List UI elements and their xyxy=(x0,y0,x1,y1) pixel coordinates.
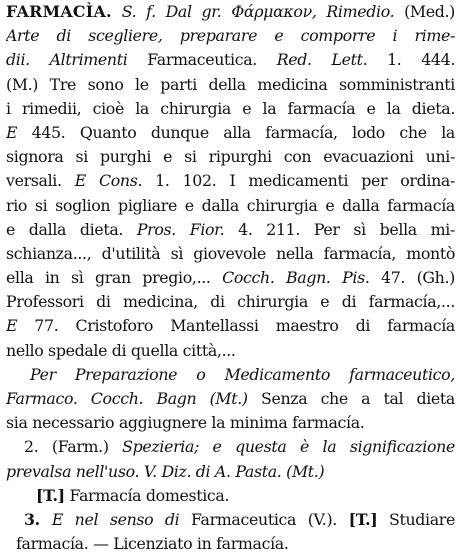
text-segment: e dalla dieta. xyxy=(6,219,137,239)
entry-line-13 xyxy=(6,290,455,314)
text-segment: E xyxy=(6,316,18,336)
text-segment: sia necessario aggiugnere la minima farmacía. xyxy=(6,413,365,433)
entry-line-08 xyxy=(6,169,455,193)
text-segment: (M.) Tre sono le parti della medicina somministranti xyxy=(6,74,455,94)
entry-line-12 xyxy=(6,266,455,290)
entry-line-14 xyxy=(6,314,455,338)
entry-line-09 xyxy=(6,194,455,218)
text-segment: E nel senso di xyxy=(51,509,180,529)
text-segment: Farmacía domestica. xyxy=(64,485,230,505)
text-segment: rio si soglion pigliare e dalla chirurgia e dalla farmacía xyxy=(6,195,455,215)
entry-line-10 xyxy=(6,218,455,242)
entry-line-03 xyxy=(6,48,455,72)
text-segment: 1. 102. I medicamenti per ordina- xyxy=(142,171,455,191)
text-segment: ella in sì gran pregio,... xyxy=(6,268,223,288)
entry-line-23 xyxy=(6,532,455,556)
text-segment: 4. 211. Per sì bella mi- xyxy=(224,219,455,239)
text-segment: Farmaceutica (V.). xyxy=(179,509,349,529)
text-segment: Studiare xyxy=(377,509,455,529)
text-segment: Φάρμακον, Rimedio. xyxy=(231,2,395,21)
entry-line-01 xyxy=(6,0,455,24)
text-segment: Red. Lett. xyxy=(276,50,368,70)
text-segment: (Med.) xyxy=(394,2,455,21)
text-segment: Cocch. Bagn. Pis. xyxy=(222,268,370,288)
entry-line-20 xyxy=(6,460,455,484)
text-segment: Farmaceutica. xyxy=(127,50,277,70)
entry-line-11 xyxy=(6,242,455,266)
text-segment: schianza..., d'utilità sì giovevole nella farmacía, montò xyxy=(6,243,455,263)
entry-line-05 xyxy=(6,97,455,121)
text-segment: S. f. Dal gr. xyxy=(111,2,232,21)
text-segment: Pros. Fior. xyxy=(136,219,225,239)
text-segment: prevalsa nell'uso. V. Diz. di A. Pasta. (Mt.) xyxy=(6,461,325,481)
text-segment: 3. xyxy=(24,509,52,529)
text-segment: Arte di scegliere, preparare e comporre i rime- xyxy=(6,26,455,46)
text-segment: versali. xyxy=(6,171,75,191)
text-segment: Spezieria; e questa è la significazione xyxy=(122,437,455,457)
text-segment: Senza che a tal dieta xyxy=(247,389,455,408)
text-segment: 1. 444. xyxy=(367,50,455,70)
entry-line-22 xyxy=(6,508,455,532)
text-segment: signora si purghi e si ripurghi con evacuazioni uni- xyxy=(6,147,455,167)
text-segment: E xyxy=(6,122,18,142)
entry-line-17 xyxy=(6,387,455,411)
entry-line-02 xyxy=(6,24,455,48)
entry-line-18 xyxy=(6,411,455,435)
text-segment: 445. Quanto dunque alla farmacía, lodo che la xyxy=(17,122,455,142)
text-segment: Farmaco. Cocch. Bagn xyxy=(6,389,197,408)
text-segment: (Mt.) xyxy=(196,389,248,408)
text-segment: 47. (Gh.) xyxy=(369,268,455,288)
text-segment: 2. (Farm.) xyxy=(24,437,123,457)
text-segment: Per Preparazione o Medicamento farmaceutico, xyxy=(30,364,455,384)
text-segment: Professori di medicina, di chirurgia e di farmacía,... xyxy=(6,292,455,312)
text-segment: [T.] xyxy=(36,485,65,505)
entry-line-16 xyxy=(6,363,455,387)
entry-line-21 xyxy=(6,484,455,508)
text-segment: farmacía. — Licenziato in farmacía. xyxy=(16,534,289,554)
text-segment: dii. Altrimenti xyxy=(6,50,128,70)
text-segment: i rimedii, cioè la chirurgia e la farmacía e la dieta. xyxy=(6,98,455,118)
entry-line-07 xyxy=(6,145,455,169)
text-segment: [T.] xyxy=(348,509,378,529)
text-segment: FARMACÌA. xyxy=(6,2,112,21)
entry-line-19 xyxy=(6,435,455,459)
entry-line-04 xyxy=(6,73,455,97)
entry-line-06 xyxy=(6,121,455,145)
text-segment: E Cons. xyxy=(74,171,143,191)
text-segment: nello spedale di quella città,... xyxy=(6,340,236,360)
text-segment: 77. Cristoforo Mantellassi maestro di farmacía xyxy=(17,316,455,336)
entry-line-15 xyxy=(6,339,455,363)
